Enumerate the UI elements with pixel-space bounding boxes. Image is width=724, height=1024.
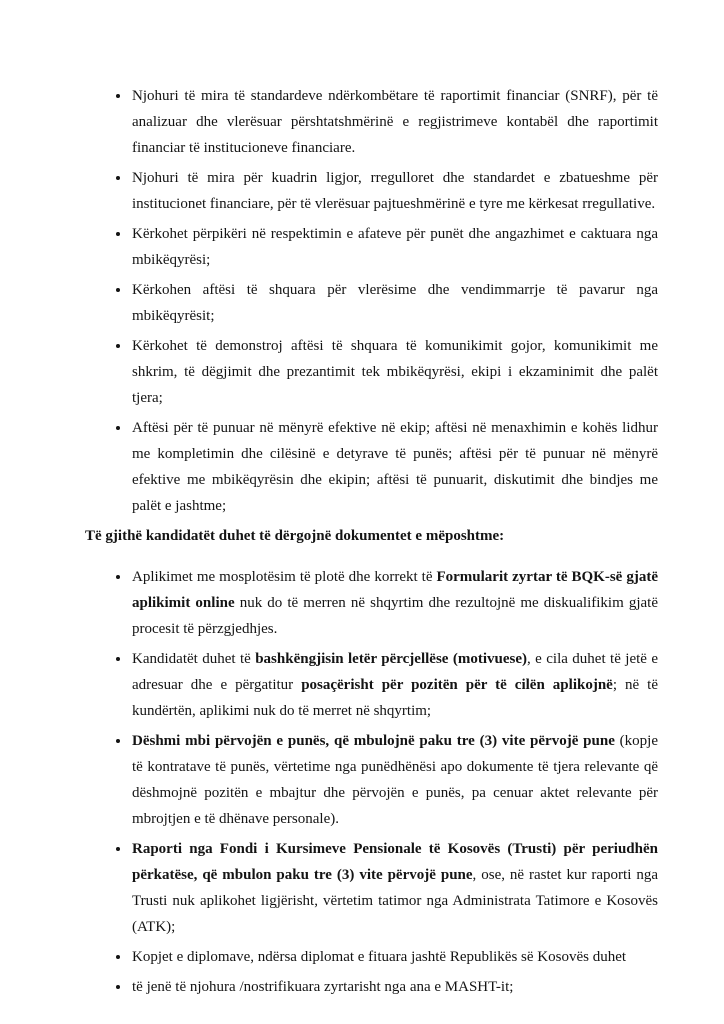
text-segment: Kërkohet të demonstroj aftësi të shquara të komunikimit gojor, komunikimit me shkrim, të dëgjimit dhe prezantimit tek mbikëqyrësi, ekipi i ekzaminimit dhe palët tjera; [132, 338, 658, 406]
bold-text-segment: bashkëngjisin letër përcjellëse (motivuese) [255, 651, 528, 667]
documents-section-heading: Të gjithë kandidatët duhet të dërgojnë dokumentet e mëposhtme: [85, 528, 505, 544]
list-item [131, 728, 658, 832]
list-item [131, 646, 658, 724]
list-item [131, 564, 658, 642]
bold-text-segment: posaçërisht për pozitën për të cilën aplikojnë [301, 677, 613, 693]
text-segment: Aftësi për të punuar në mënyrë efektive në ekip; aftësi në menaxhimin e kohës lidhur me kompletimin dhe cilësinë e detyrave të punës; aftësi për të punuar në mënyrë efektive me mbikëqyrësin dhe ekipin; aftësi të punuarit, diskutimit dhe bindjes me palët e jashtme; [132, 420, 658, 514]
list-item [131, 221, 658, 273]
text-segment: të jenë të njohura /nostrifikuara zyrtarisht nga ana e MASHT-it; [132, 979, 514, 995]
text-segment: (kopje të kontratave të punës, vërtetime nga punëdhënësi apo dokumente të tjera relevante që dëshmojnë pozitën e mbajtur dhe përvojën e punës, pa cenuar aktet relevante për mbrojtjen e të dhënave personale). [132, 733, 658, 827]
list-item [131, 415, 658, 519]
documents-list [85, 564, 658, 1000]
list-item [131, 944, 658, 970]
bold-text-segment: Dëshmi mbi përvojën e punës, që mbulojnë paku tre (3) vite përvojë pune [132, 733, 615, 749]
list-item [131, 83, 658, 161]
text-segment: ; në të kundërtën, aplikimi nuk do të merret në shqyrtim; [132, 677, 658, 719]
text-segment: Kërkohet përpikëri në respektimin e afateve për punët dhe angazhimet e caktuara nga mbikëqyrësi; [132, 226, 658, 268]
text-segment: , ose, në rastet kur raporti nga Trusti nuk aplikohet ligjërisht, vërtetim tatimor nga Administrata Tatimore e Kosovës (ATK); [132, 867, 658, 935]
list-item [131, 836, 658, 940]
text-segment: nuk do të merren në shqyrtim dhe rezultojnë me diskualifikim gjatë procesit të përzgjedhjes. [132, 595, 659, 637]
text-segment: Aplikimet me mosplotësim të plotë dhe korrekt të [132, 569, 437, 585]
requirements-list [85, 83, 658, 519]
list-item [131, 165, 658, 217]
text-segment: , e cila duhet të jetë e adresuar dhe e përgatitur [132, 651, 658, 693]
text-segment: Kërkohen aftësi të shquara për vlerësime dhe vendimmarrje të pavarur nga mbikëqyrësit; [132, 282, 658, 324]
bold-text-segment: Raporti nga Fondi i Kursimeve Pensionale të Kosovës (Trusti) për periudhën përkatëse, që mbulon paku tre (3) vite përvojë pune [132, 841, 658, 883]
list-item [131, 277, 658, 329]
text-segment: Njohuri të mira për kuadrin ligjor, rregulloret dhe standardet e zbatueshme për institucionet financiare, për të vlerësuar pajtueshmërinë e tyre me kërkesat rregullative. [132, 170, 658, 212]
text-segment: Kandidatët duhet të [132, 651, 256, 667]
bold-text-segment: Formularit zyrtar të BQK-së gjatë aplikimit online [132, 569, 658, 611]
text-segment: Njohuri të mira të standardeve ndërkombëtare të raportimit financiar (SNRF), për të analizuar dhe vlerësuar përshtatshmërinë e regjistrimeve kontabël dhe raportimit financiar të institucioneve financiare. [132, 88, 658, 156]
list-item [131, 974, 658, 1000]
list-item [131, 333, 658, 411]
text-segment: Kopjet e diplomave, ndërsa diplomat e fituara jashtë Republikës së Kosovës duhet [132, 949, 627, 965]
